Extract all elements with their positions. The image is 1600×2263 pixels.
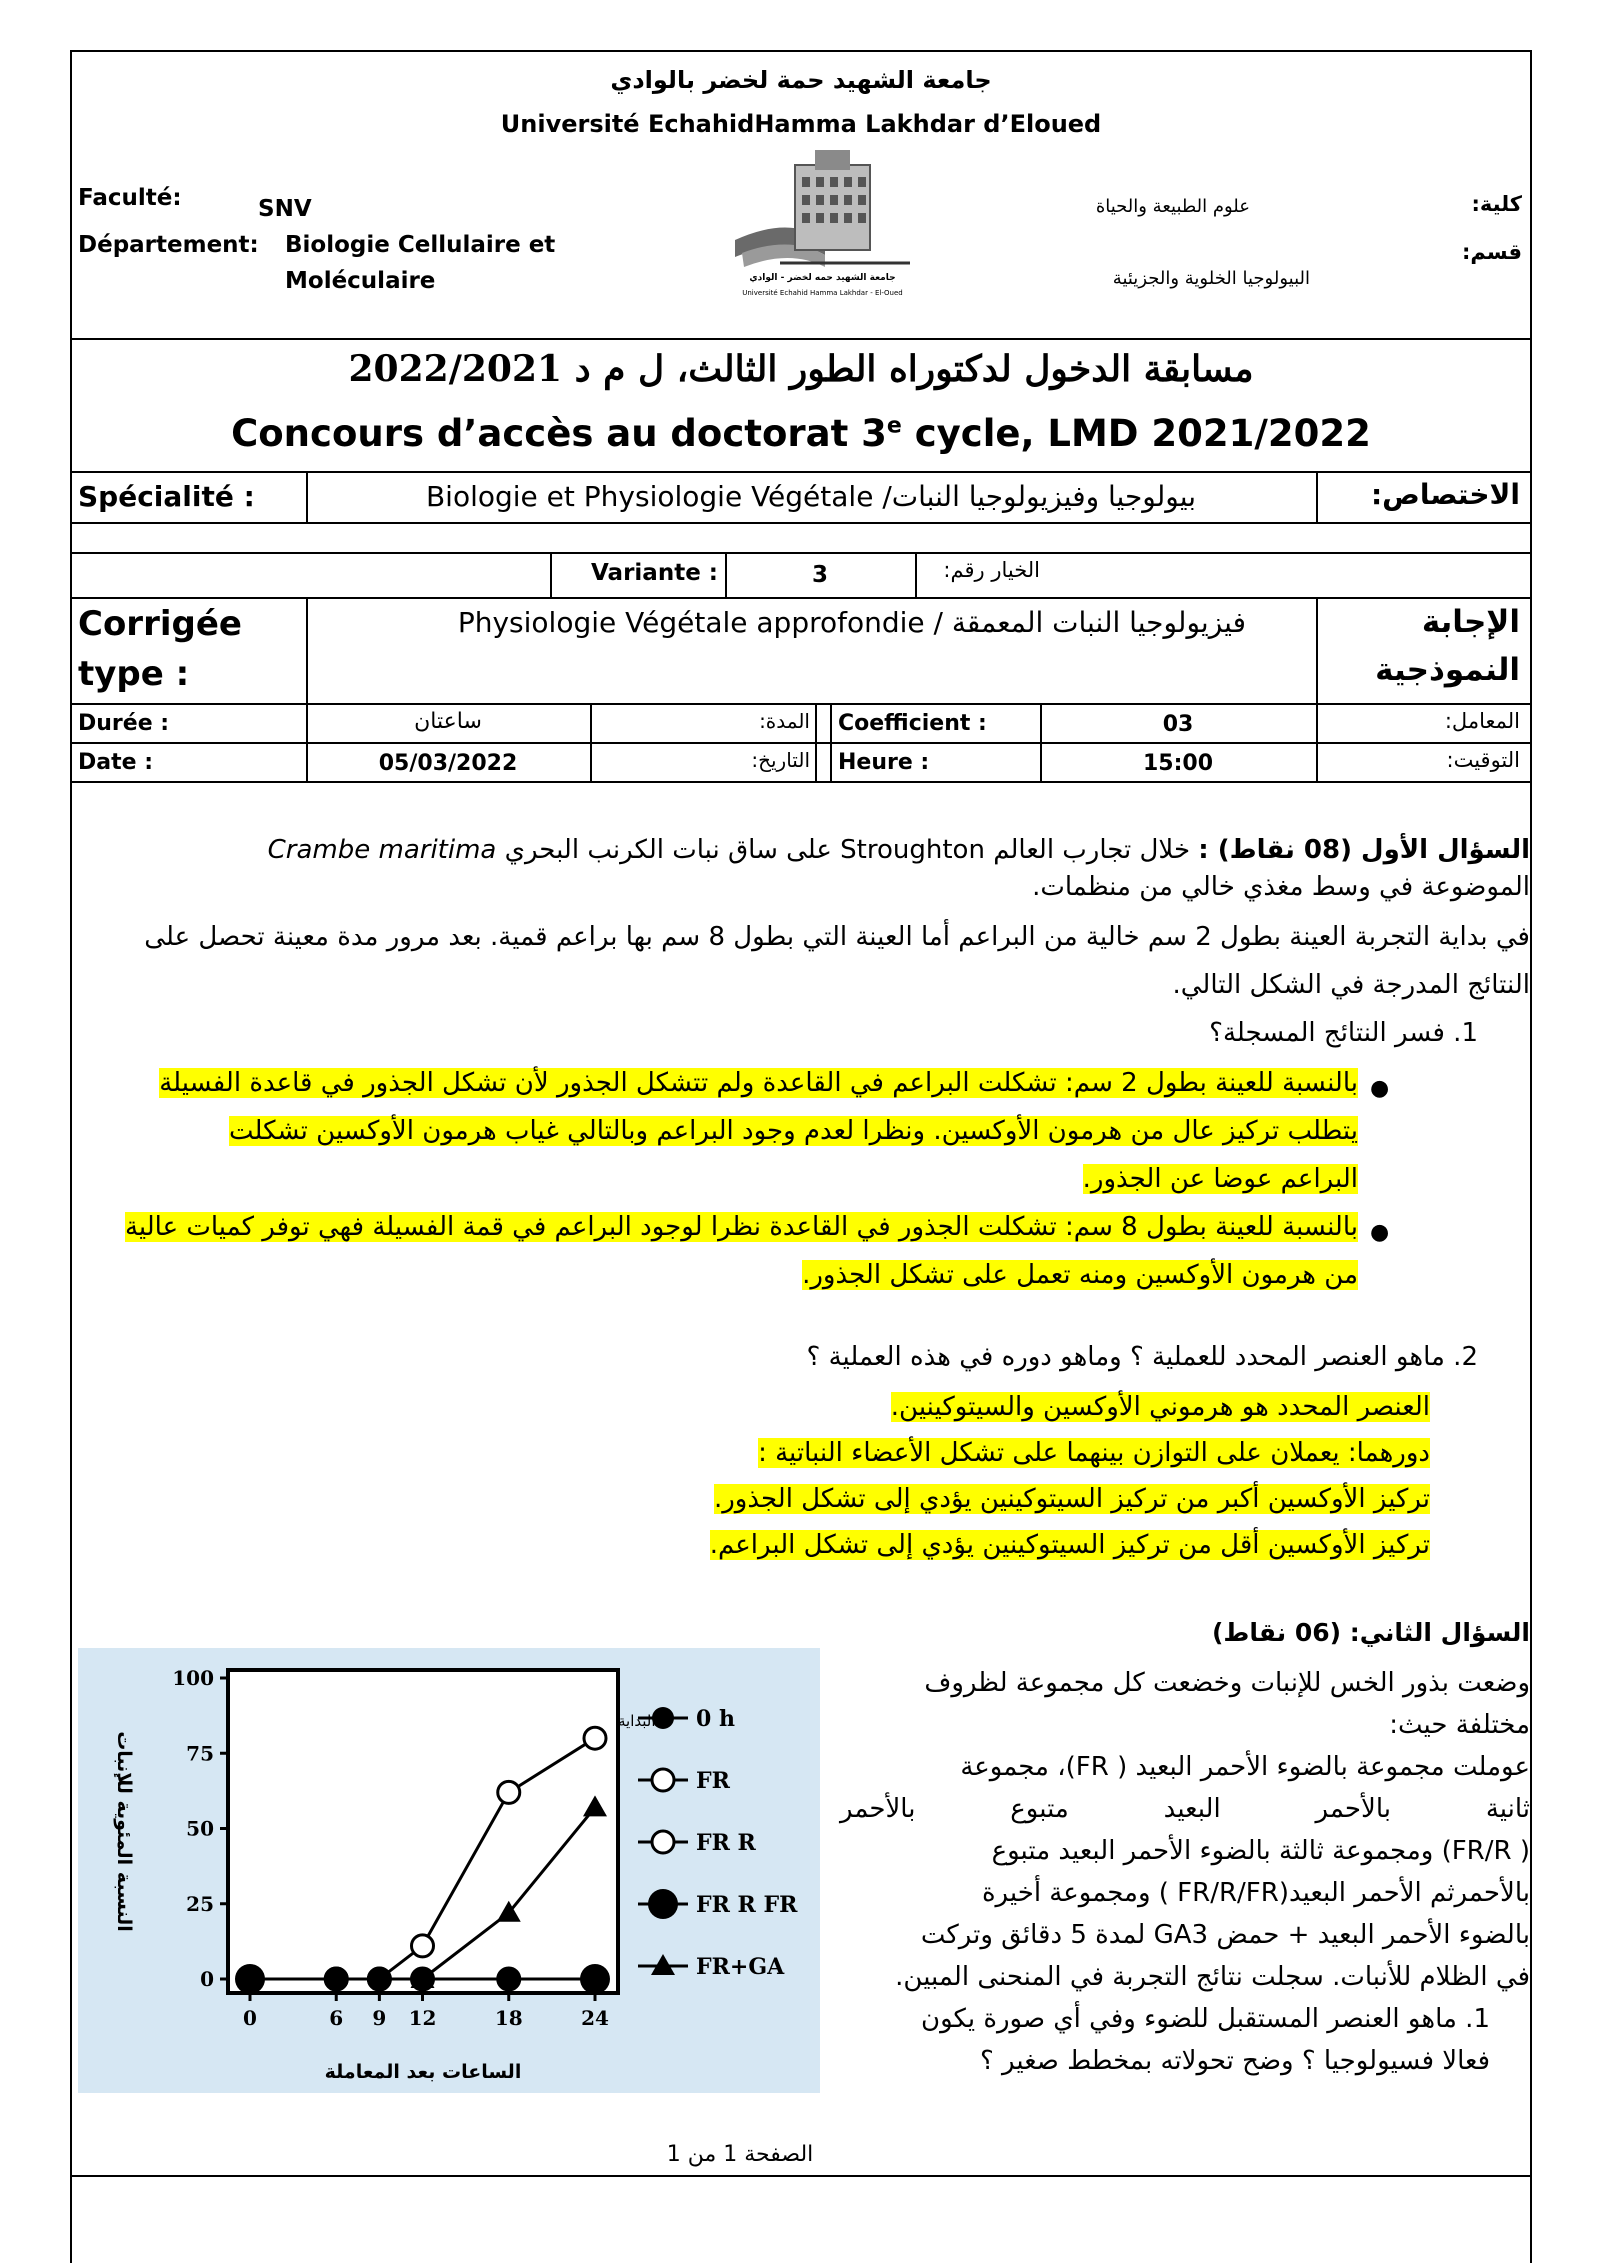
q2-line: ( FR/R) ومجموعة ثالثة بالضوء الأحمر البعيد متبوع xyxy=(991,1836,1530,1866)
legend-label: FR+GA xyxy=(696,1954,785,1980)
y-axis-label: النسبة المئوية للإنبات xyxy=(113,1731,135,1932)
bullet-icon: ● xyxy=(1370,1220,1390,1245)
data-point xyxy=(412,1935,434,1957)
x-tick-label: 24 xyxy=(581,2006,609,2030)
faculty-value-ar: علوم الطبيعة والحياة xyxy=(1095,196,1250,217)
q2-line: وضعت بذور الخس للإنبات وخضعت كل مجموعة لظروف xyxy=(924,1668,1530,1698)
q1-intro-line-4: النتائج المدرجة في الشكل التالي. xyxy=(1172,970,1530,1000)
legend-label: 0 h xyxy=(696,1706,735,1732)
muamil-label: المعامل: xyxy=(1444,709,1520,733)
answer-label-2: النموذجية xyxy=(1375,652,1520,688)
specialite-label: Spécialité : xyxy=(78,480,255,513)
title-ar: مسابقة الدخول لدكتوراه الطور الثالث، ل م د 2022/2021 xyxy=(348,348,1254,390)
legend-label: FR R FR xyxy=(696,1892,798,1918)
heure-value: 15:00 xyxy=(1142,751,1214,776)
q2-line: 1. ماهو العنصر المستقبل للضوء وفي أي صورة يكون xyxy=(920,2004,1490,2034)
bullet-icon: ● xyxy=(1370,1076,1390,1101)
faculty-label-ar: كلية: xyxy=(1471,192,1522,216)
q2-line: في الظلام للأنبات. سجلت نتائج التجربة في المنحنى المبين. xyxy=(895,1962,1530,1992)
department-label-fr: Département: xyxy=(78,232,259,258)
corrigee-label: Corrigée xyxy=(78,604,242,644)
q1-answer-b-line-4: تركيز الأوكسين أقل من تركيز السيتوكينين يؤدي إلى تشكل البراعم. xyxy=(709,1530,1430,1560)
faculty-label-fr: Faculté: xyxy=(78,185,182,211)
tarikh-label: التاريخ: xyxy=(751,748,810,772)
data-point xyxy=(368,1968,390,1990)
department-value-ar: البيولوجيا الخلوية والجزيئية xyxy=(1112,268,1310,289)
q2-heading: السؤال الثاني: (06 نقاط) xyxy=(1211,1618,1530,1647)
x-axis-label: الساعات بعد المعاملة xyxy=(324,2061,522,2083)
q1-answer-2-line-2: من هرمون الأوكسين ومنه تعمل على تشكل الجذور. xyxy=(802,1260,1358,1290)
department-label-ar: قسم: xyxy=(1462,240,1522,264)
legend-marker xyxy=(652,1831,674,1853)
q1-intro-line-2: الموضوعة في وسط مغذي خالي من منظمات. xyxy=(1032,872,1530,902)
q2-line: بالأحمرثم الأحمر البعيد(FR/R/FR ) ومجموعة أخيرة xyxy=(981,1878,1530,1908)
logo-text-ar: جامعة الشهيد حمه لخضر - الوادي xyxy=(749,273,896,283)
page-number: الصفحة 1 من 1 xyxy=(666,2142,814,2167)
corrigee-label-2: type : xyxy=(78,654,190,694)
x-tick-label: 0 xyxy=(243,2006,257,2030)
q1-answer-1-line-1: بالنسبة للعينة بطول 2 سم: تشكلت البراعم في القاعدة ولم تتشكل الجذور لأن تشكل الجذور في قاعدة الفسيلة xyxy=(159,1068,1358,1098)
q1-heading: السؤال الأول (08 نقاط) : xyxy=(1198,835,1530,865)
y-tick-label: 25 xyxy=(186,1891,214,1916)
university-name-ar: جامعة الشهيد حمة لخضر بالوادي xyxy=(610,66,992,94)
q1-intro-line-1: السؤال الأول (08 نقاط) : خلال تجارب العالم Stroughton على ساق نبات الكرنب البحري Crambe maritima xyxy=(267,835,1530,865)
x-tick-label: 18 xyxy=(494,2006,523,2030)
data-point xyxy=(580,1964,610,1994)
data-point xyxy=(498,1968,520,1990)
q2-line: بالضوء الأحمر البعيد + حمض GA3 لمدة 5 دقائق وتركت xyxy=(920,1920,1530,1950)
q1-intro-line-3: في بداية التجربة العينة بطول 2 سم خالية من البراعم أما العينة التي بطول 8 سم بها براعم قمية. بعد مرور مدة معينة تحصل على xyxy=(144,922,1530,952)
legend-marker xyxy=(652,1769,674,1791)
x-tick-label: 9 xyxy=(372,2006,387,2030)
date-value: 05/03/2022 xyxy=(378,751,518,776)
department-value-fr: Biologie Cellulaire et xyxy=(285,232,556,258)
q1-sub-question-1: 1. فسر النتائج المسجلة؟ xyxy=(1209,1018,1478,1048)
answer-label: الإجابة xyxy=(1421,604,1520,640)
university-name-fr: Université EchahidHamma Lakhdar d’Eloued xyxy=(500,110,1102,138)
q2-line: مختلفة حيث: xyxy=(1389,1710,1530,1740)
legend-label: FR xyxy=(696,1768,730,1794)
germination-chart-svg xyxy=(78,1648,820,2093)
title-fr: Concours d’accès au doctorat 3e cycle, LMD 2021/2022 xyxy=(231,412,1371,455)
species-name: Crambe maritima xyxy=(267,835,497,865)
data-point xyxy=(584,1727,606,1749)
y-tick-label: 75 xyxy=(186,1741,214,1766)
university-logo xyxy=(730,145,915,305)
q2-line: عوملت مجموعة بالضوء الأحمر البعيد ( FR)، مجموعة xyxy=(960,1752,1530,1782)
data-point xyxy=(498,1781,520,1803)
logo-text-fr: Université Echahid Hamma Lakhdar - El-Oued xyxy=(742,289,903,297)
q1-answer-1-line-3: البراعم عوضا عن الجذور. xyxy=(1082,1164,1358,1194)
q2-text xyxy=(840,1662,1530,2082)
germination-chart xyxy=(78,1648,820,2093)
mudda-label: المدة: xyxy=(759,709,810,733)
divider xyxy=(70,338,1532,340)
ikhtisas-label: الاختصاص: xyxy=(1370,478,1520,511)
faculty-value-fr: SNV xyxy=(258,196,312,222)
module-value: Physiologie Végétale approfondie / فيزيولوجيا النبات المعمقة xyxy=(457,606,1246,639)
q1-answer-1-line-2: يتطلب تركيز عال من هرمون الأوكسين. ونظرا لعدم وجود البراعم وبالتالي غياب هرمون الأوكسين تشكلت xyxy=(228,1116,1358,1146)
q2-line: فعالا فسيولوجيا ؟ وضح تحولاته بمخطط صغير ؟ xyxy=(979,2046,1490,2076)
variante-value: 3 xyxy=(811,562,828,588)
coefficient-label: Coefficient : xyxy=(838,711,987,736)
data-point xyxy=(235,1964,265,1994)
q1-answer-b-line-1: العنصر المحدد هو هرموني الأوكسين والسيتوكينين. xyxy=(890,1392,1430,1422)
khiyar-label: الخيار رقم: xyxy=(943,558,1040,582)
tawqit-label: التوقيت: xyxy=(1446,748,1520,772)
specialite-value: Biologie et Physiologie Végétale /بيولوجيا وفيزيولوجيا النبات xyxy=(425,480,1197,513)
q2-line: ثانية بالأحمر البعيد متبوع بالأحمر xyxy=(840,1794,1530,1824)
x-tick-label: 12 xyxy=(408,2006,437,2030)
q1-answer-2-line-1: بالنسبة للعينة بطول 8 سم: تشكلت الجذور في القاعدة نظرا لوجود البراعم في قمة الفسيلة فهي توفر كميات عالية xyxy=(124,1212,1358,1242)
legend-marker xyxy=(648,1889,678,1919)
department-value-fr-2: Moléculaire xyxy=(285,268,436,294)
duree-label: Durée : xyxy=(78,711,170,736)
legend-label: FR R xyxy=(696,1830,756,1856)
q1-answer-b-line-3: تركيز الأوكسين أكبر من تركيز السيتوكينين يؤدي إلى تشكل الجذور. xyxy=(713,1484,1430,1514)
x-tick-label: 6 xyxy=(329,2006,344,2030)
y-tick-label: 100 xyxy=(172,1666,214,1690)
y-tick-label: 0 xyxy=(200,1967,214,1991)
data-point xyxy=(325,1968,347,1990)
variante-label: Variante : xyxy=(591,560,718,586)
date-label: Date : xyxy=(78,750,154,775)
q1-sub-question-2: 2. ماهو العنصر المحدد للعملية ؟ وماهو دوره في هذه العملية ؟ xyxy=(806,1342,1478,1372)
heure-label: Heure : xyxy=(838,750,930,775)
legend-start-label: البداية xyxy=(618,1712,656,1730)
data-point xyxy=(412,1968,434,1990)
y-tick-label: 50 xyxy=(186,1816,214,1841)
duree-value: ساعتان xyxy=(414,709,482,734)
q1-answer-b-line-2: دورهما: يعملان على التوازن بينهما على تشكل الأعضاء النباتية : xyxy=(758,1438,1430,1468)
coefficient-value: 03 xyxy=(1162,712,1194,737)
